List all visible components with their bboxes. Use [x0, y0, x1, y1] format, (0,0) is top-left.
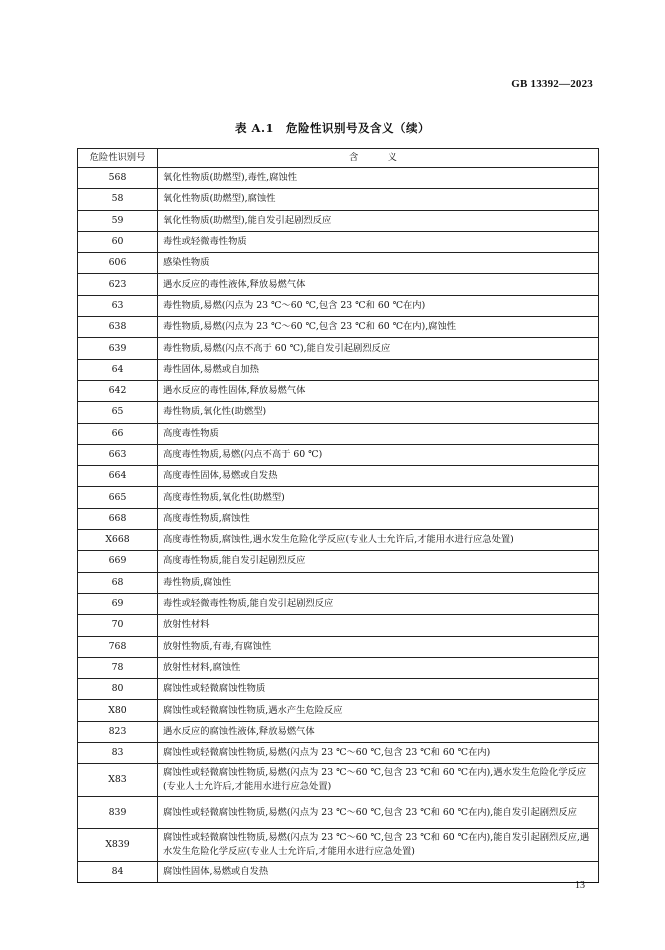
hazard-meaning-cell: 遇水反应的毒性液体,释放易燃气体	[158, 274, 599, 295]
table-row	[78, 700, 599, 721]
table-row	[78, 829, 599, 862]
hazard-meaning-cell: 高度毒性物质	[158, 423, 599, 444]
table-row	[78, 359, 599, 380]
hazard-code-cell: 83	[78, 743, 158, 764]
hazard-meaning-cell: 放射性材料,腐蚀性	[158, 657, 599, 678]
hazard-meaning-cell: 高度毒性物质,能自发引起剧烈反应	[158, 551, 599, 572]
hazard-meaning-cell: 遇水反应的毒性固体,释放易燃气体	[158, 380, 599, 401]
table-row	[78, 764, 599, 797]
hazard-meaning-cell: 氧化性物质(助燃型),能自发引起剧烈反应	[158, 210, 599, 231]
hazard-code-cell: X83	[78, 764, 158, 797]
hazard-code-cell: 59	[78, 210, 158, 231]
hazard-meaning-cell: 毒性或轻微毒性物质,能自发引起剧烈反应	[158, 593, 599, 614]
page-number: 13	[575, 880, 585, 891]
hazard-code-cell: 568	[78, 168, 158, 189]
table-row	[78, 168, 599, 189]
hazard-code-cell: X839	[78, 829, 158, 862]
hazard-meaning-cell: 遇水反应的腐蚀性液体,释放易燃气体	[158, 721, 599, 742]
hazard-meaning-cell: 腐蚀性固体,易燃或自发热	[158, 861, 599, 882]
table-row	[78, 861, 599, 882]
hazard-id-table	[77, 148, 599, 883]
hazard-code-cell: 60	[78, 231, 158, 252]
hazard-meaning-cell: 腐蚀性或轻微腐蚀性物质,易燃(闪点为 23 ℃～60 ℃,包含 23 ℃和 60 ℃在内),能自发引起剧烈反应	[158, 796, 599, 829]
hazard-meaning-cell: 氧化性物质(助燃型),毒性,腐蚀性	[158, 168, 599, 189]
hazard-code-cell: 63	[78, 295, 158, 316]
hazard-code-cell: 638	[78, 317, 158, 338]
table-row	[78, 380, 599, 401]
table-row	[78, 423, 599, 444]
table-row	[78, 636, 599, 657]
table-row	[78, 402, 599, 423]
table-row	[78, 253, 599, 274]
hazard-meaning-cell: 感染性物质	[158, 253, 599, 274]
hazard-meaning-cell: 高度毒性物质,腐蚀性,遇水发生危险化学反应(专业人士允许后,才能用水进行应急处置)	[158, 530, 599, 551]
hazard-code-cell: 64	[78, 359, 158, 380]
table-title: 表 A.1 危险性识别号及含义（续）	[235, 121, 430, 135]
table-row	[78, 444, 599, 465]
hazard-meaning-cell: 毒性物质,氧化性(助燃型)	[158, 402, 599, 423]
hazard-meaning-cell: 毒性固体,易燃或自加热	[158, 359, 599, 380]
table-row	[78, 295, 599, 316]
hazard-meaning-cell: 腐蚀性或轻微腐蚀性物质	[158, 679, 599, 700]
hazard-meaning-cell: 腐蚀性或轻微腐蚀性物质,易燃(闪点为 23 ℃～60 ℃,包含 23 ℃和 60 ℃在内),能自发引起剧烈反应,遇水发生危险化学反应(专业人士允许后,才能用水进行应急处置)	[158, 829, 599, 862]
table-row	[78, 615, 599, 636]
table-header-row	[78, 149, 599, 168]
hazard-meaning-cell: 毒性物质,易燃(闪点不高于 60 ℃),能自发引起剧烈反应	[158, 338, 599, 359]
table-row	[78, 796, 599, 829]
hazard-code-cell: 65	[78, 402, 158, 423]
column-header-code: 危险性识别号	[78, 149, 158, 168]
table-row	[78, 530, 599, 551]
table-row	[78, 593, 599, 614]
table-row	[78, 657, 599, 678]
hazard-code-cell: 78	[78, 657, 158, 678]
hazard-meaning-cell: 高度毒性物质,易燃(闪点不高于 60 ℃)	[158, 444, 599, 465]
table-row	[78, 466, 599, 487]
hazard-meaning-cell: 毒性物质,易燃(闪点为 23 ℃～60 ℃,包含 23 ℃和 60 ℃在内)	[158, 295, 599, 316]
hazard-meaning-cell: 高度毒性物质,腐蚀性	[158, 508, 599, 529]
hazard-meaning-cell: 腐蚀性或轻微腐蚀性物质,易燃(闪点为 23 ℃～60 ℃,包含 23 ℃和 60 ℃在内),遇水发生危险化学反应(专业人士允许后,才能用水进行应急处置)	[158, 764, 599, 797]
hazard-code-cell: 839	[78, 796, 158, 829]
standard-code: GB 13392—2023	[511, 78, 593, 90]
hazard-code-cell: X668	[78, 530, 158, 551]
hazard-meaning-cell: 放射性材料	[158, 615, 599, 636]
table-row	[78, 338, 599, 359]
table-row	[78, 572, 599, 593]
hazard-code-cell: 70	[78, 615, 158, 636]
hazard-code-cell: 623	[78, 274, 158, 295]
table-row	[78, 210, 599, 231]
hazard-code-cell: 823	[78, 721, 158, 742]
hazard-code-cell: 58	[78, 189, 158, 210]
hazard-code-cell: 642	[78, 380, 158, 401]
table-row	[78, 189, 599, 210]
table-row	[78, 231, 599, 252]
hazard-meaning-cell: 毒性物质,腐蚀性	[158, 572, 599, 593]
hazard-code-cell: 639	[78, 338, 158, 359]
hazard-meaning-cell: 高度毒性固体,易燃或自发热	[158, 466, 599, 487]
table-row	[78, 487, 599, 508]
hazard-code-cell: 80	[78, 679, 158, 700]
table-row	[78, 551, 599, 572]
hazard-meaning-cell: 氧化性物质(助燃型),腐蚀性	[158, 189, 599, 210]
table-row	[78, 508, 599, 529]
table-row	[78, 317, 599, 338]
hazard-meaning-cell: 高度毒性物质,氧化性(助燃型)	[158, 487, 599, 508]
hazard-code-cell: 669	[78, 551, 158, 572]
hazard-meaning-cell: 毒性物质,易燃(闪点为 23 ℃～60 ℃,包含 23 ℃和 60 ℃在内),腐蚀性	[158, 317, 599, 338]
hazard-code-cell: 606	[78, 253, 158, 274]
hazard-code-cell: 68	[78, 572, 158, 593]
hazard-code-cell: 69	[78, 593, 158, 614]
table-row	[78, 274, 599, 295]
column-header-meaning: 含 义	[158, 149, 599, 168]
hazard-meaning-cell: 腐蚀性或轻微腐蚀性物质,遇水产生危险反应	[158, 700, 599, 721]
table-row	[78, 679, 599, 700]
hazard-code-cell: 768	[78, 636, 158, 657]
table-row	[78, 743, 599, 764]
hazard-code-cell: 665	[78, 487, 158, 508]
table-row	[78, 721, 599, 742]
hazard-code-cell: 84	[78, 861, 158, 882]
hazard-meaning-cell: 腐蚀性或轻微腐蚀性物质,易燃(闪点为 23 ℃～60 ℃,包含 23 ℃和 60 ℃在内)	[158, 743, 599, 764]
hazard-code-cell: 668	[78, 508, 158, 529]
hazard-code-cell: X80	[78, 700, 158, 721]
hazard-meaning-cell: 毒性或轻微毒性物质	[158, 231, 599, 252]
hazard-meaning-cell: 放射性物质,有毒,有腐蚀性	[158, 636, 599, 657]
hazard-code-cell: 664	[78, 466, 158, 487]
hazard-code-cell: 663	[78, 444, 158, 465]
hazard-code-cell: 66	[78, 423, 158, 444]
